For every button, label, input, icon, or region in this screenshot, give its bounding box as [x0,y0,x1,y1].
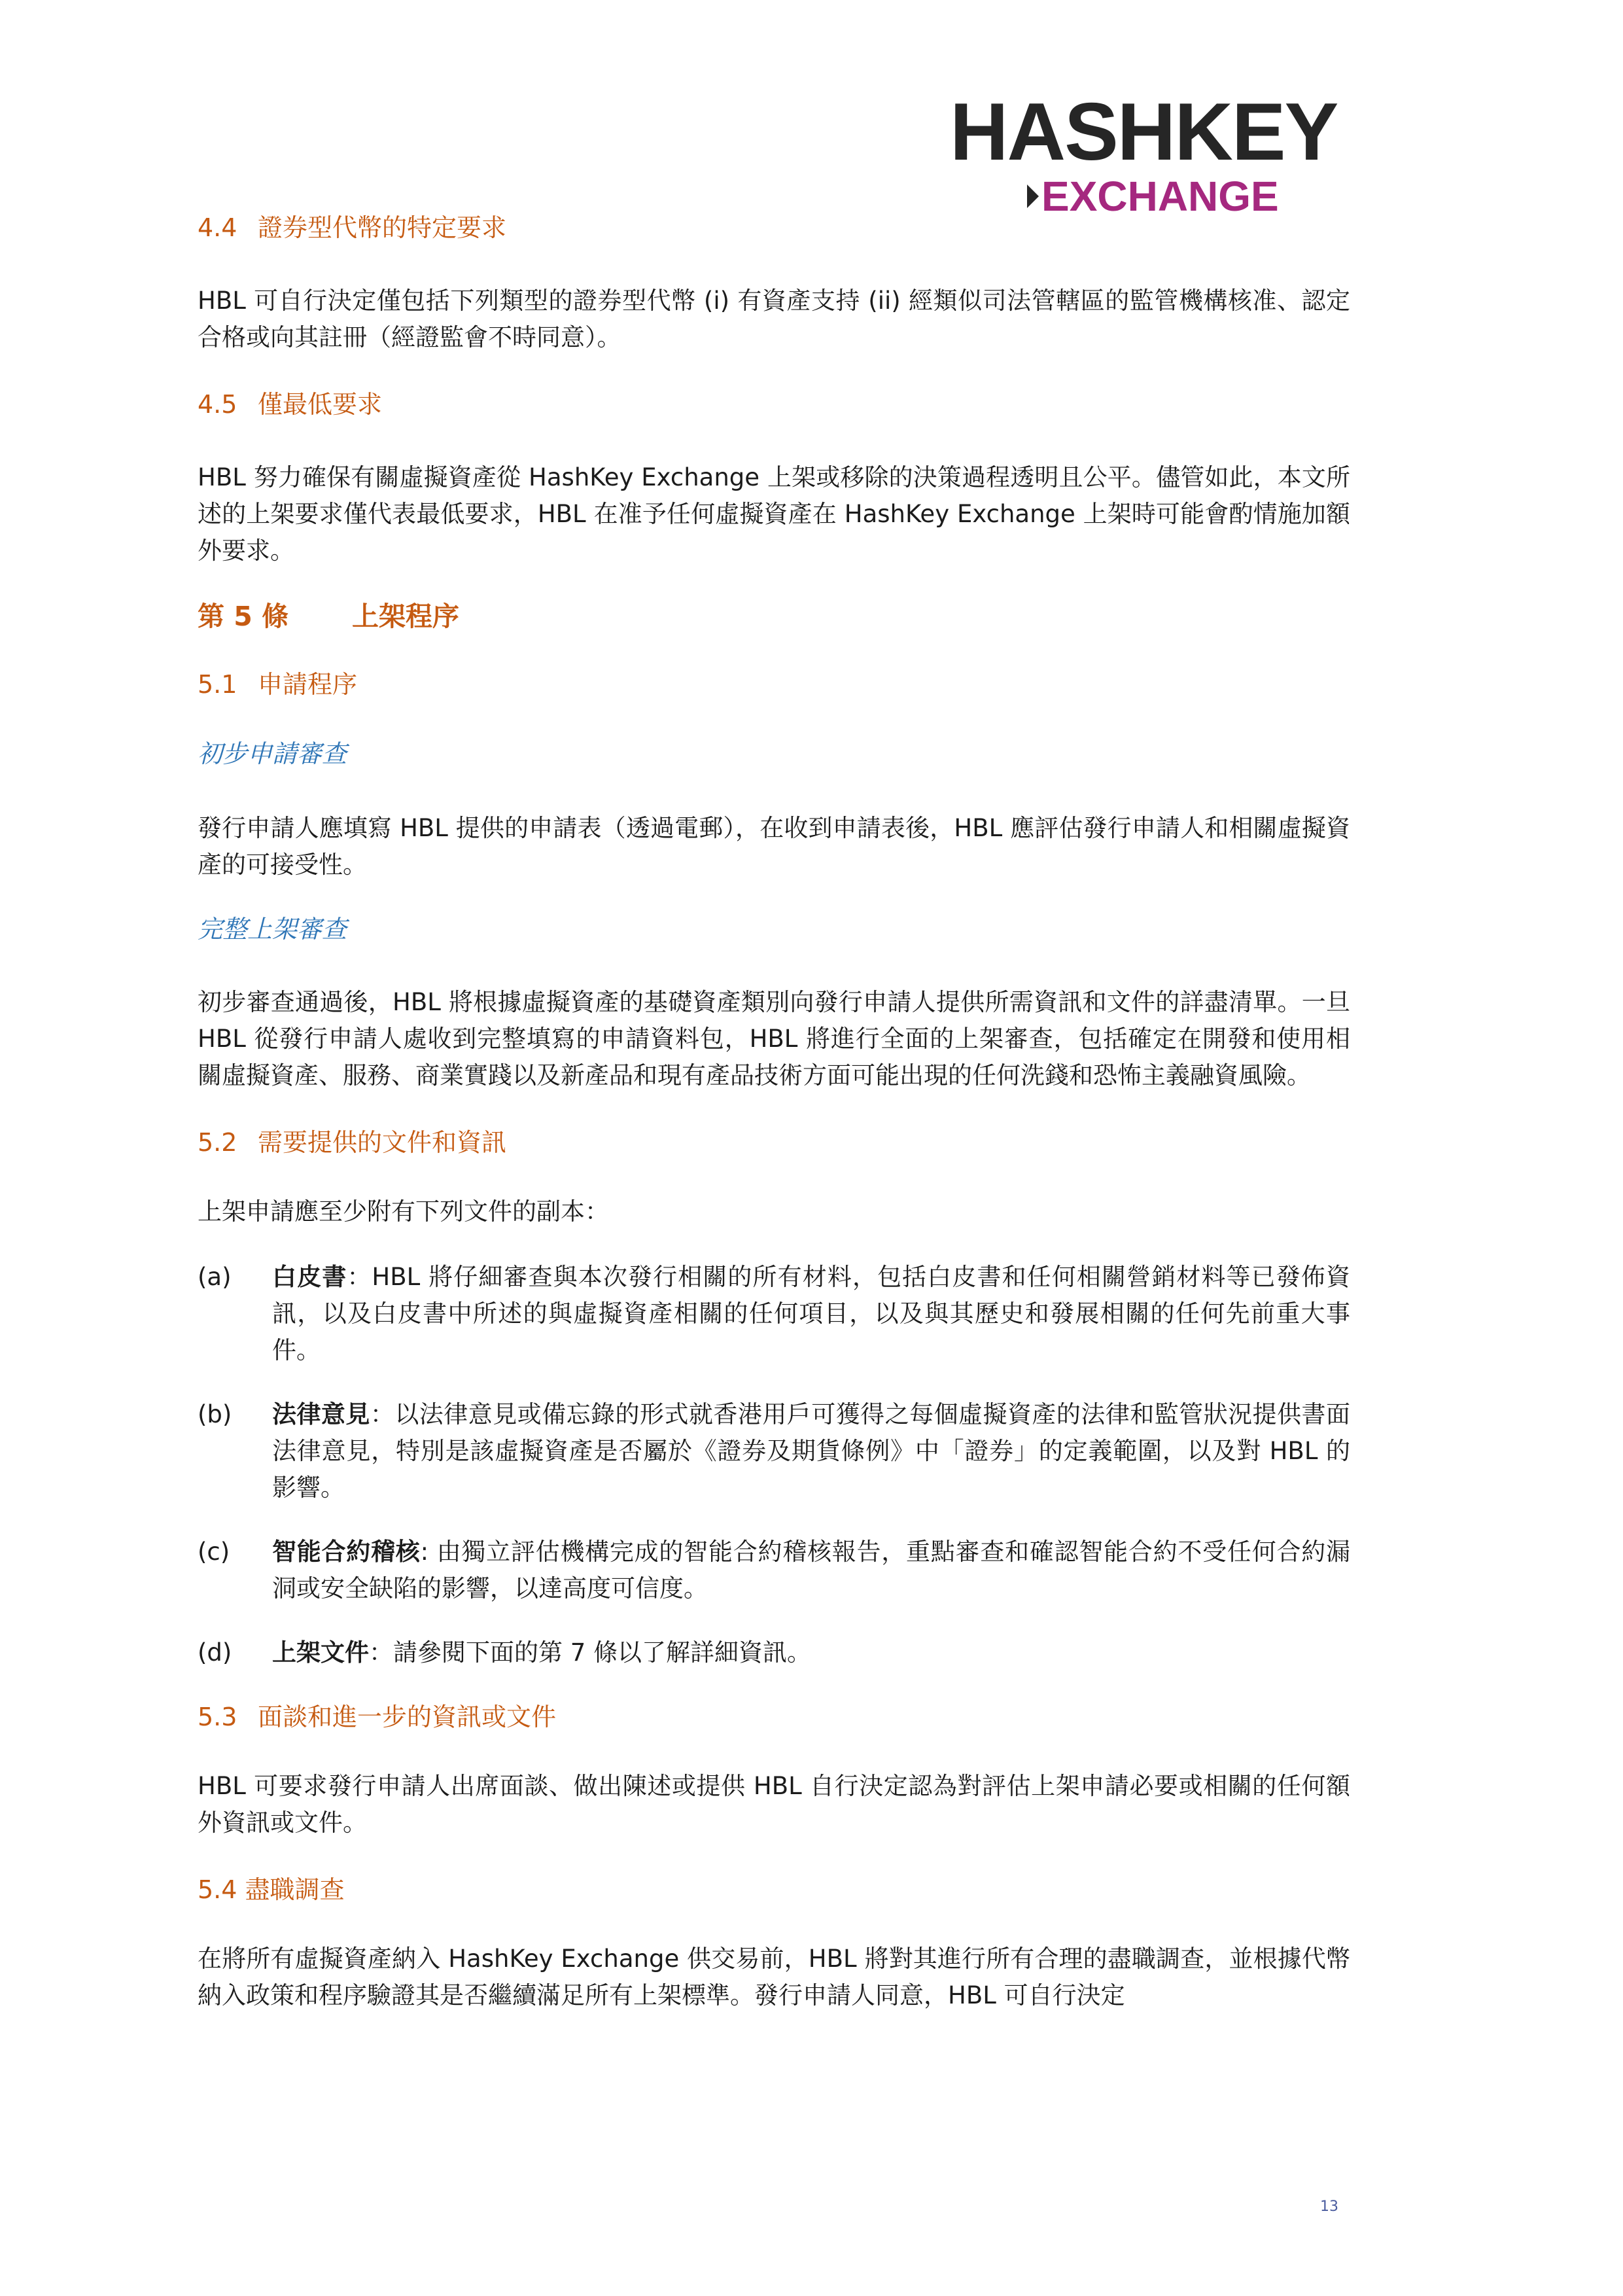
heading-title: 證券型代幣的特定要求 [258,213,507,242]
heading-number: 4.5 [198,390,237,419]
list-item-label: (c) [198,1538,230,1566]
heading-5-3 [198,1699,1350,1735]
list-item-text: ：請參閱下面的第 7 條以了解詳細資訊。 [369,1638,812,1667]
list-item-text: ：以法律意見或備忘錄的形式就香港用戶可獲得之每個虛擬資產的法律和監管狀況提供書面法律意見，特別是該虛擬資產是否屬於《證券及期貨條例》中「證券」的定義範圍，以及對 HBL 的影響。 [272,1400,1351,1502]
document-body [198,209,1350,2014]
list-item-term: 上架文件 [272,1638,369,1667]
paragraph-full-review: 初步審查通過後，HBL 將根據虛擬資產的基礎資產類別向發行申請人提供所需資訊和文件的詳盡清單。一旦 HBL 從發行申請人處收到完整填寫的申請資料包，HBL 將進行全面的上架審查，包括確定在開發和使用相關虛擬資產、服務、商業實踐以及新產品和現有產品技術方面可能出現的任何洗錢和恐怖主義融資風險。 [198,988,1350,1089]
play-triangle-icon [1027,185,1039,208]
heading-5-1 [198,666,1350,703]
heading-title: 需要提供的文件和資訊 [258,1128,507,1157]
paragraph-5-3: HBL 可要求發行申請人出席面談、做出陳述或提供 HBL 自行決定認為對評估上架申請必要或相關的任何額外資訊或文件。 [198,1772,1350,1837]
list-item-term: 白皮書 [272,1263,347,1291]
heading-number: 4.4 [198,213,237,242]
heading-title: 僅最低要求 [258,390,383,419]
heading-number: 5.3 [198,1703,237,1731]
list-item [198,1259,1350,1369]
page-number: 13 [1320,2199,1338,2215]
list-item [198,1634,1350,1671]
list-item [198,1396,1350,1506]
paragraph-initial-review: 發行申請人應填寫 HBL 提供的申請表（透過電郵），在收到申請表後，HBL 應評估發行申請人和相關虛擬資產的可接受性。 [198,814,1350,879]
list-item-term: 智能合約稽核 [272,1538,421,1566]
list-item-term: 法律意見 [272,1400,370,1428]
section-number: 第 5 條 [198,601,289,632]
heading-number: 5.2 [198,1128,237,1157]
heading-5-4: 5.4 盡職調查 [198,1875,345,1904]
list-item-label: (d) [198,1638,232,1667]
heading-title: 面談和進一步的資訊或文件 [258,1703,557,1731]
list-item-text: : 由獨立評估機構完成的智能合約稽核報告，重點審查和確認智能合約不受任何合約漏洞或安全缺陷的影響，以達高度可信度。 [272,1538,1350,1602]
list-item-label: (b) [198,1400,232,1428]
paragraph-4-5: HBL 努力確保有關虛擬資產從 HashKey Exchange 上架或移除的決策過程透明且公平。儘管如此，本文所述的上架要求僅代表最低要求，HBL 在准予任何虛擬資產在 HashKey Exchange 上架時可能會酌情施加額外要求。 [198,463,1350,565]
logo-wordmark: HASHKEY [950,87,1338,177]
heading-number: 5.1 [198,670,237,699]
heading-4-4 [198,209,1350,246]
heading-4-5 [198,386,1350,423]
list-item-text: ：HBL 將仔細審查與本次發行相關的所有材料，包括白皮書和任何相關營銷材料等已發佈資訊，以及白皮書中所述的與虛擬資產相關的任何項目，以及與其歷史和發展相關的任何先前重大事件。 [272,1263,1350,1364]
subheading-full-review: 完整上架審查 [198,915,347,944]
paragraph-4-4: HBL 可自行決定僅包括下列類型的證券型代幣 (i) 有資產支持 (ii) 經類似司法管轄區的監管機構核准、認定合格或向其註冊（經證監會不時同意）。 [198,287,1350,351]
heading-title: 申請程序 [258,670,358,699]
heading-5-2 [198,1124,1350,1161]
logo-subtitle: EXCHANGE [1041,173,1279,220]
paragraph-5-4: 在將所有虛擬資產納入 HashKey Exchange 供交易前，HBL 將對其進行所有合理的盡職調查，並根據代幣納入政策和程序驗證其是否繼續滿足所有上架標準。發行申請人同意，HBL 可自行決定 [198,1945,1350,2009]
section-5-heading [198,597,1350,636]
list-item-label: (a) [198,1263,232,1291]
paragraph-5-2: 上架申請應至少附有下列文件的副本： [198,1197,609,1226]
list-item [198,1534,1350,1607]
section-title: 上架程序 [352,601,459,632]
subheading-initial-review: 初步申請審查 [198,739,347,768]
hashkey-exchange-logo [950,87,1342,222]
